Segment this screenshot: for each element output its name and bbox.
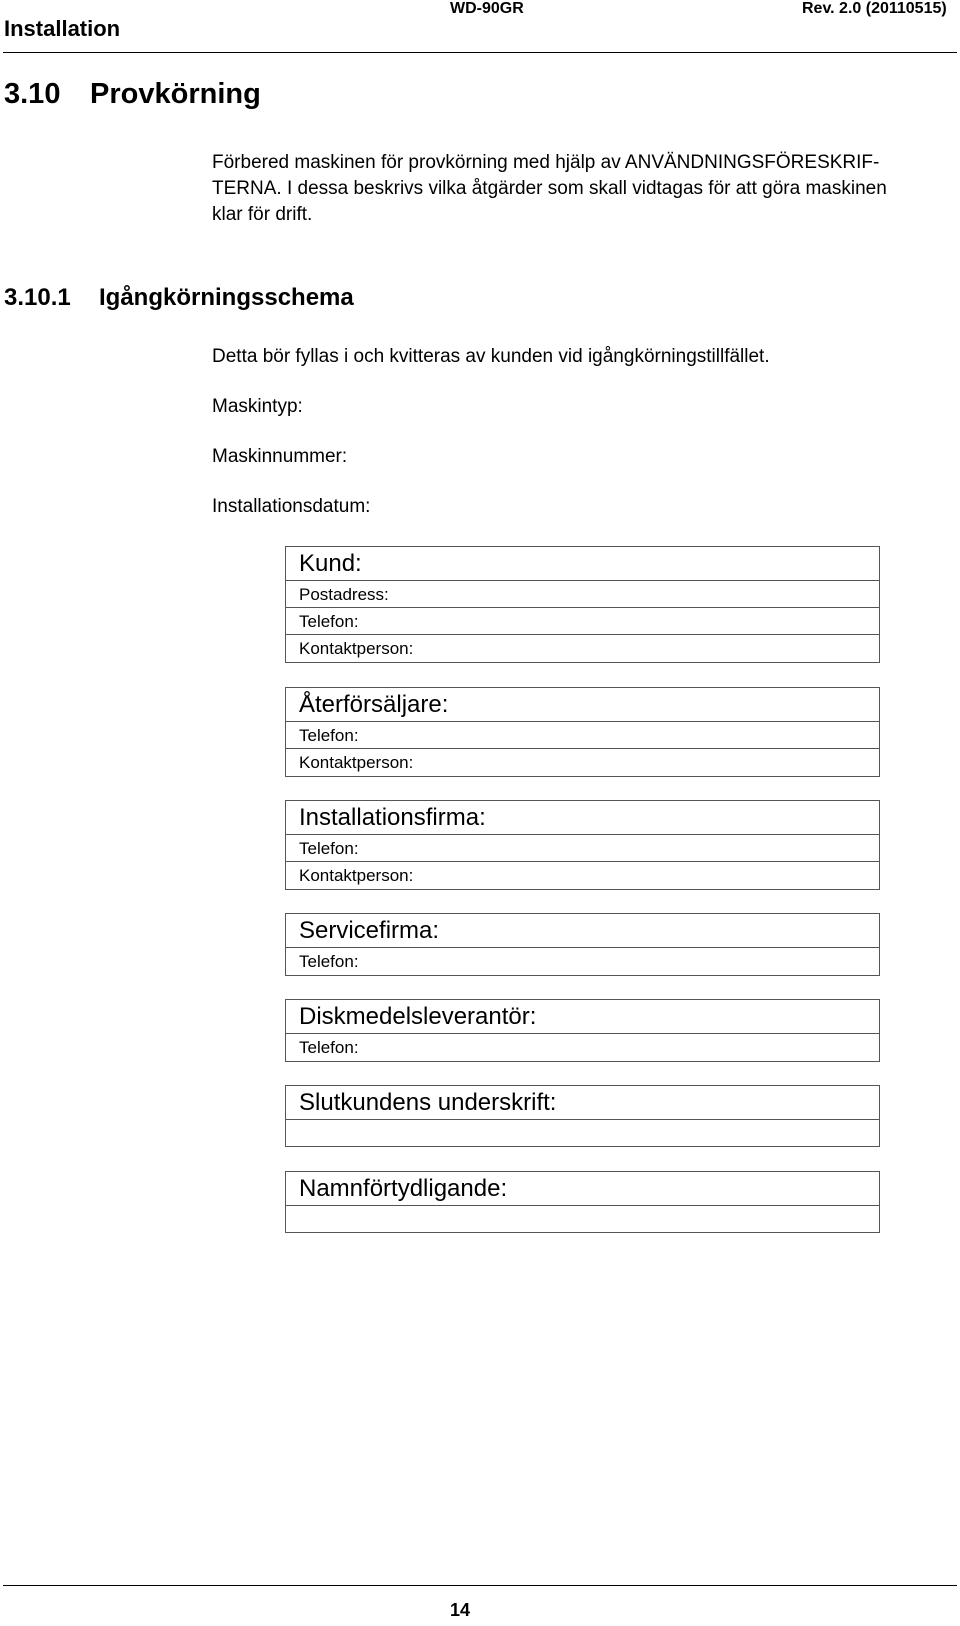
namnfortydligande-field[interactable] bbox=[286, 1206, 879, 1232]
installationsfirma-form-table bbox=[285, 800, 880, 890]
namnfortydligande-label: Namnförtydligande: bbox=[286, 1172, 879, 1206]
maskintyp-label: Maskintyp: bbox=[212, 396, 303, 417]
header-model: WD-90GR bbox=[450, 0, 524, 17]
servicefirma-telefon-field[interactable]: Telefon: bbox=[299, 952, 359, 971]
kund-postadress-field[interactable]: Postadress: bbox=[286, 581, 879, 608]
installationsfirma-field[interactable]: Installationsfirma: bbox=[286, 801, 879, 835]
instruction-text: Detta bör fyllas i och kvitteras av kunden vid igångkörningstillfället. bbox=[212, 346, 770, 367]
subsection-heading bbox=[4, 284, 354, 312]
kund-field[interactable]: Kund: bbox=[286, 547, 879, 581]
subsection-number: 3.10.1 bbox=[4, 284, 71, 311]
maskinnummer-label: Maskinnummer: bbox=[212, 446, 348, 467]
header-revision: Rev. 2.0 (20110515) bbox=[802, 0, 947, 17]
header-divider bbox=[3, 52, 957, 53]
installationsfirma-telefon-field[interactable]: Telefon: bbox=[286, 835, 879, 862]
section-title: Provkörning bbox=[90, 78, 261, 110]
diskmedelsleverantor-form-table bbox=[285, 999, 880, 1062]
underskrift-label: Slutkundens underskrift: bbox=[286, 1086, 879, 1120]
aterforsaljare-form-table bbox=[285, 687, 880, 777]
servicefirma-field[interactable]: Servicefirma: bbox=[286, 914, 879, 948]
namnfortydligande-form-table bbox=[285, 1171, 880, 1233]
diskmedelsleverantor-telefon-field[interactable]: Telefon: bbox=[299, 1038, 359, 1057]
page-number: 14 bbox=[450, 1600, 471, 1620]
intro-line: TERNA. I dessa beskrivs vilka åtgärder som skall vidtagas för att göra maskinen bbox=[212, 178, 887, 199]
installationsdatum-label: Installationsdatum: bbox=[212, 496, 371, 517]
kund-telefon-field[interactable]: Telefon: bbox=[286, 608, 879, 635]
diskmedelsleverantor-field[interactable]: Diskmedelsleverantör: bbox=[286, 1000, 879, 1034]
section-number: 3.10 bbox=[4, 78, 61, 110]
footer-divider bbox=[3, 1585, 957, 1586]
installationsfirma-kontaktperson-field[interactable]: Kontaktperson: bbox=[299, 866, 414, 885]
underskrift-form-table bbox=[285, 1085, 880, 1147]
aterforsaljare-kontaktperson-field[interactable]: Kontaktperson: bbox=[299, 753, 414, 772]
intro-line: Förbered maskinen för provkörning med hjälp av ANVÄNDNINGSFÖRESKRIF- bbox=[212, 152, 880, 173]
aterforsaljare-field[interactable]: Återförsäljare: bbox=[286, 688, 879, 722]
subsection-title: Igångkörningsschema bbox=[99, 284, 354, 311]
kund-form-table bbox=[285, 546, 880, 663]
section-heading bbox=[4, 78, 261, 111]
header-section-title: Installation bbox=[4, 16, 121, 41]
kund-kontaktperson-field[interactable]: Kontaktperson: bbox=[299, 639, 414, 658]
intro-paragraph bbox=[212, 150, 952, 228]
intro-line: klar för drift. bbox=[212, 204, 313, 225]
servicefirma-form-table bbox=[285, 913, 880, 976]
aterforsaljare-telefon-field[interactable]: Telefon: bbox=[286, 722, 879, 749]
underskrift-field[interactable] bbox=[286, 1120, 879, 1146]
